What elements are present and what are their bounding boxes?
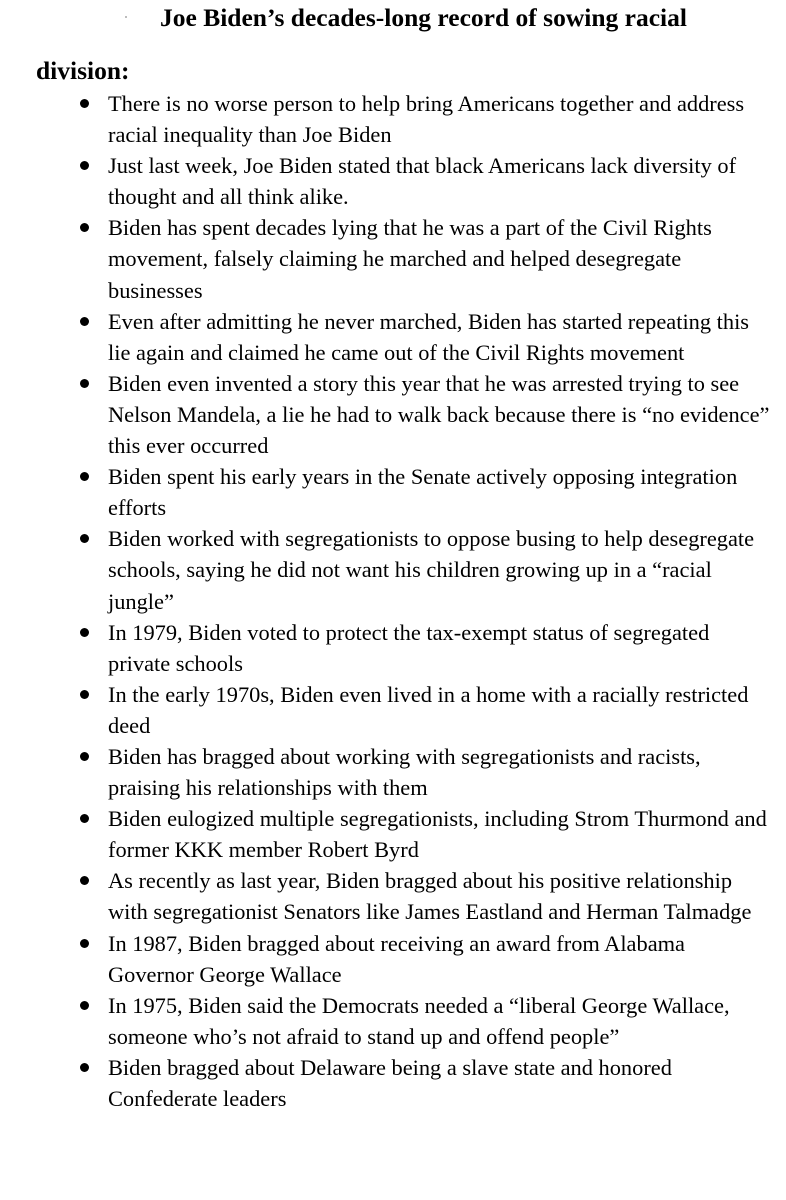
bullet-text: Biden has spent decades lying that he was a part of the Civil Rights movement, falsely claiming he marched and helped desegregate businesses: [108, 215, 712, 303]
bullet-icon: [80, 379, 89, 388]
bullet-icon: [80, 223, 89, 232]
scan-speck: [125, 16, 127, 18]
bullet-item: [0, 368, 786, 461]
bullet-item: [0, 212, 786, 305]
bullet-item: [0, 1052, 786, 1114]
bullet-icon: [80, 1001, 89, 1010]
bullet-item: [0, 990, 786, 1052]
bullet-text: Biden bragged about Delaware being a slave state and honored Confederate leaders: [108, 1054, 672, 1111]
document-title-continuation: division:: [36, 56, 130, 85]
bullet-text: Biden spent his early years in the Senate actively opposing integration efforts: [108, 464, 738, 521]
bullet-text: Just last week, Joe Biden stated that black Americans lack diversity of thought and all think alike.: [108, 153, 737, 210]
bullet-text: Biden eulogized multiple segregationists, including Strom Thurmond and former KKK member Robert Byrd: [108, 806, 767, 863]
bullet-item: [0, 461, 786, 523]
bullet-icon: [80, 814, 89, 823]
bullet-item: [0, 150, 786, 212]
bullet-icon: [80, 939, 89, 948]
bullet-icon: [80, 628, 89, 637]
bullet-text: In the early 1970s, Biden even lived in a home with a racially restricted deed: [108, 681, 749, 738]
bullet-icon: [80, 690, 89, 699]
bullet-text: Biden has bragged about working with segregationists and racists, praising his relationships with them: [108, 743, 701, 801]
bullet-item: [0, 865, 786, 927]
bullet-text: There is no worse person to help bring Americans together and address racial inequality than Joe Biden: [108, 91, 745, 148]
bullet-text: Biden worked with segregationists to oppose busing to help desegregate schools, saying he did not want his children growing up in a “racial jungle”: [108, 526, 755, 614]
bullet-list: [0, 88, 786, 1114]
document-title: Joe Biden’s decades-long record of sowing racial: [160, 3, 687, 32]
bullet-item: [0, 306, 786, 368]
bullet-icon: [80, 472, 89, 481]
bullet-item: [0, 803, 786, 865]
bullet-text: In 1979, Biden voted to protect the tax-exempt status of segregated private schools: [108, 619, 710, 676]
bullet-icon: [80, 99, 89, 108]
bullet-item: [0, 88, 786, 150]
bullet-item: [0, 523, 786, 616]
bullet-text: As recently as last year, Biden bragged about his positive relationship with segregationist Senators like James Eastland and Herman Talmadge: [108, 868, 752, 925]
bullet-icon: [80, 1063, 89, 1072]
bullet-icon: [80, 752, 89, 761]
bullet-text: In 1987, Biden bragged about receiving an award from Alabama Governor George Wallace: [108, 930, 685, 987]
bullet-item: [0, 928, 786, 990]
bullet-icon: [80, 876, 89, 885]
bullet-icon: [80, 161, 89, 170]
bullet-icon: [80, 317, 89, 326]
bullet-item: [0, 679, 786, 741]
bullet-item: [0, 617, 786, 679]
bullet-text: Even after admitting he never marched, Biden has started repeating this lie again and claimed he came out of the Civil Rights movement: [108, 308, 750, 365]
bullet-icon: [80, 534, 89, 543]
bullet-item: [0, 741, 786, 803]
bullet-text: In 1975, Biden said the Democrats needed a “liberal George Wallace, someone who’s not afraid to stand up and offend people”: [108, 992, 730, 1049]
bullet-text: Biden even invented a story this year that he was arrested trying to see Nelson Mandela, a lie he had to walk back because there is “no evidence” this ever occurred: [108, 370, 770, 459]
